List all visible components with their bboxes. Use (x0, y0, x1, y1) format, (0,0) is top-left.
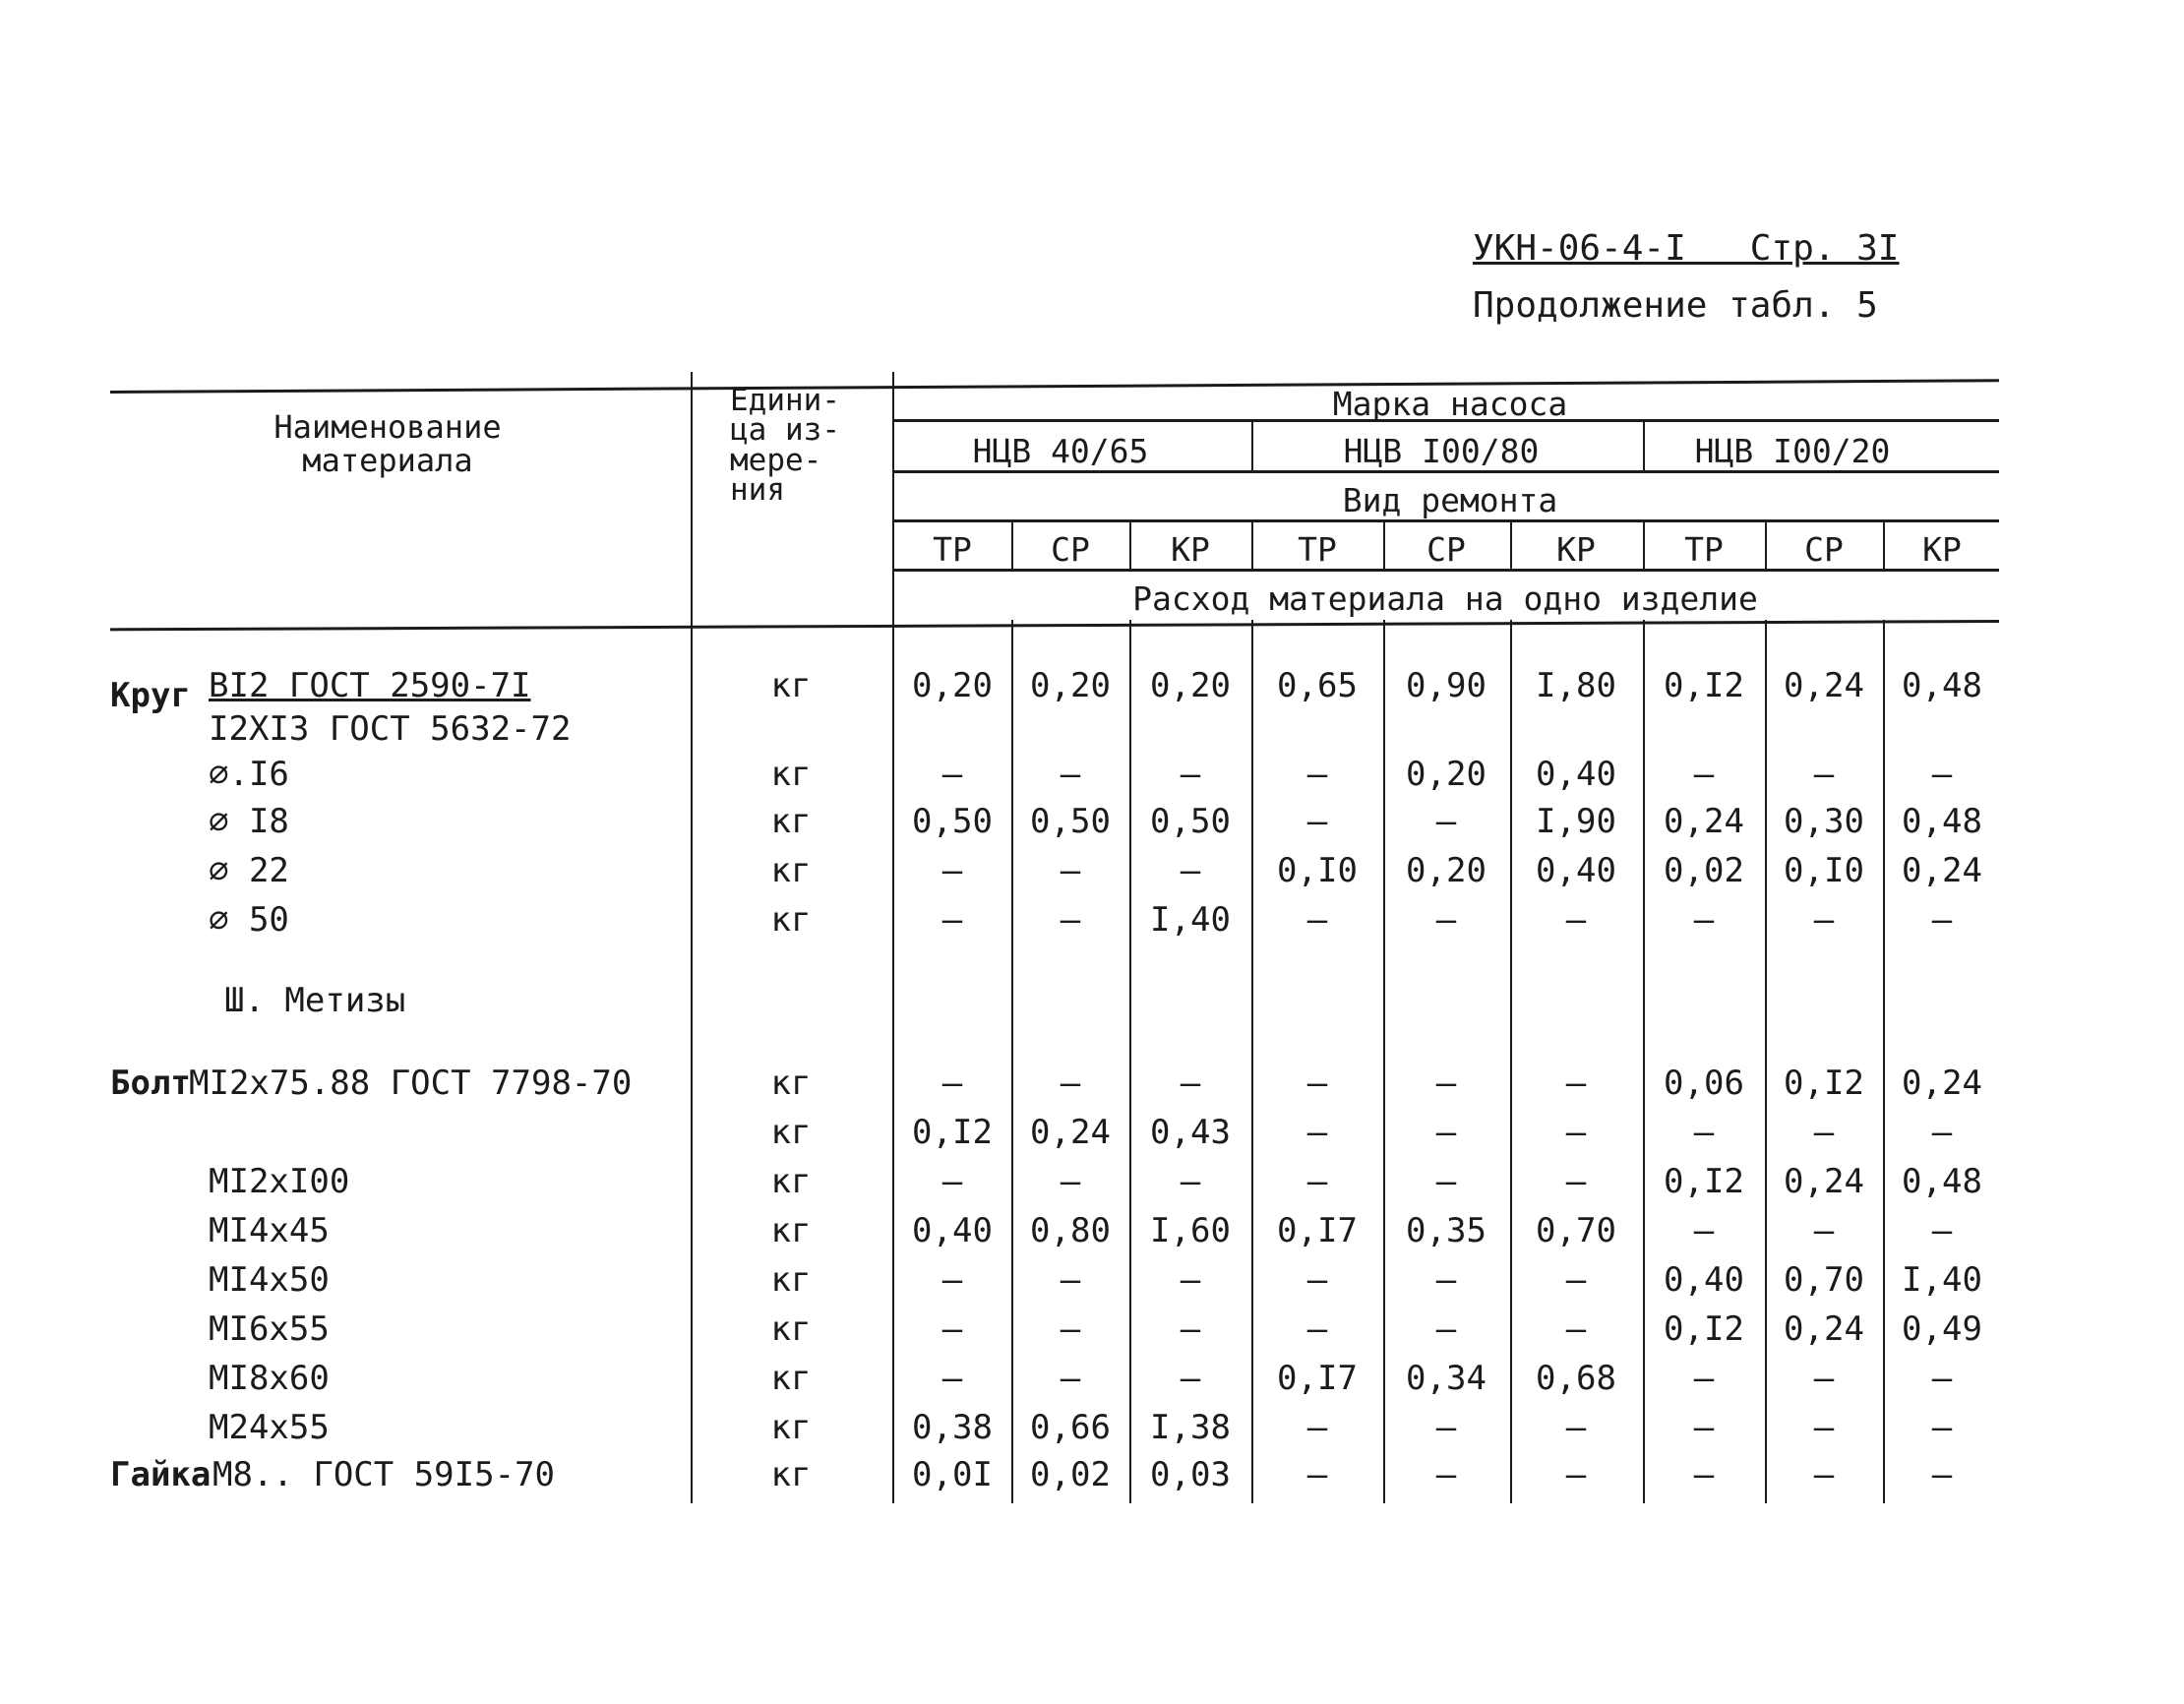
row-value: 0,I0 (1277, 851, 1358, 890)
row-value: 0,40 (1536, 755, 1616, 794)
row-value: – (1306, 1455, 1328, 1494)
row-unit: кг (770, 1162, 812, 1201)
row-value: – (1565, 1309, 1587, 1349)
row-value: – (941, 1260, 963, 1300)
header-repair-type: Вид ремонта (1342, 481, 1558, 519)
header-material-name: Наименование материала (273, 408, 502, 479)
row-value: 0,20 (912, 666, 993, 705)
vline-col-4 (1383, 519, 1385, 569)
row-value: – (1693, 755, 1715, 794)
table-top-rule (110, 379, 1999, 394)
vline-pump2-pump3 (1643, 419, 1645, 470)
header-pump-brand: Марка насоса (1332, 385, 1568, 423)
row-value: – (1565, 1113, 1587, 1152)
row-value: – (1435, 1260, 1457, 1300)
row-value: – (1931, 1113, 1953, 1152)
row-value: – (1813, 1211, 1835, 1250)
row-value: – (941, 1309, 963, 1349)
row-unit: кг (770, 1064, 812, 1103)
row-value: 0,65 (1277, 666, 1358, 705)
row-value: I,40 (1150, 900, 1231, 940)
row-material-name: MI4x50 (209, 1260, 330, 1300)
row-value: – (1565, 1260, 1587, 1300)
row-unit: кг (770, 666, 812, 705)
row-value: 0,24 (1784, 1309, 1864, 1349)
row-value: – (1060, 851, 1081, 890)
row-material-name: ∅ 22 (209, 851, 289, 890)
row-value: – (1180, 1309, 1201, 1349)
header-pump-2: НЦВ I00/80 (1343, 432, 1540, 470)
row-value: 0,48 (1902, 666, 1982, 705)
row-material-name: Ш. Метизы (224, 981, 406, 1020)
row-value: – (1060, 1359, 1081, 1398)
row-value: – (1306, 1309, 1328, 1349)
rule-under-pumps (892, 470, 1999, 473)
row-value: 0,49 (1902, 1309, 1982, 1349)
row-value: 0,48 (1902, 802, 1982, 841)
vline-col-5 (1510, 519, 1512, 569)
row-value: 0,02 (1030, 1455, 1111, 1494)
header-pump-3: НЦВ I00/20 (1694, 432, 1891, 470)
row-value: – (941, 900, 963, 940)
row-value: 0,I0 (1784, 851, 1864, 890)
row-material-name: MI2x75.88 ГОСТ 7798-70 (189, 1064, 633, 1103)
row-value: – (1435, 802, 1457, 841)
row-value: 0,I2 (1664, 666, 1744, 705)
rule-under-repair-cols (892, 569, 1999, 572)
row-value: – (1435, 1455, 1457, 1494)
row-material-name: M8.. ГОСТ 59I5-70 (212, 1455, 555, 1494)
row-value: 0,24 (1902, 851, 1982, 890)
row-value: – (1306, 1408, 1328, 1447)
row-value: – (1306, 1162, 1328, 1201)
row-material-name: ∅ 50 (209, 900, 289, 940)
row-value: – (1931, 1455, 1953, 1494)
row-value: – (941, 1162, 963, 1201)
row-value: I,60 (1150, 1211, 1231, 1250)
row-value: – (1060, 900, 1081, 940)
row-unit: кг (770, 1309, 812, 1349)
row-value: – (1306, 802, 1328, 841)
row-value: 0,20 (1150, 666, 1231, 705)
row-value: – (1931, 900, 1953, 940)
row-value: – (1693, 1408, 1715, 1447)
row-value: – (1813, 900, 1835, 940)
document-code: УКН-06-4-I Стр. 3I (1473, 228, 1900, 269)
row-unit: кг (770, 1113, 812, 1152)
row-value: – (1565, 1455, 1587, 1494)
row-value: 0,68 (1536, 1359, 1616, 1398)
row-material-name: MI2xI00 (209, 1162, 350, 1201)
row-value: 0,50 (1030, 802, 1111, 841)
header-consumption: Расход материала на одно изделие (1132, 579, 1758, 618)
row-value: – (1813, 1113, 1835, 1152)
row-unit: кг (770, 1455, 812, 1494)
vline-unit-values (892, 372, 894, 1503)
row-value: 0,06 (1664, 1064, 1744, 1103)
row-value: 0,0I (912, 1455, 993, 1494)
row-value: – (1306, 1113, 1328, 1152)
row-value: – (941, 1359, 963, 1398)
header-repair-col-9: КР (1922, 530, 1962, 569)
row-value: 0,I2 (1784, 1064, 1864, 1103)
row-prefix: Круг (110, 676, 191, 715)
row-value: – (1060, 1309, 1081, 1349)
row-value: 0,24 (1664, 802, 1744, 841)
row-value: – (1306, 1260, 1328, 1300)
row-value: – (1180, 851, 1201, 890)
row-value: I,90 (1536, 802, 1616, 841)
row-value: 0,38 (912, 1408, 993, 1447)
row-unit: кг (770, 1408, 812, 1447)
header-unit: Едини- ца из- мере- ния (730, 383, 840, 509)
row-value: 0,24 (1784, 1162, 1864, 1201)
row-value: I,38 (1150, 1408, 1231, 1447)
row-value: 0,02 (1664, 851, 1744, 890)
row-value: 0,50 (912, 802, 993, 841)
row-value: 0,24 (1030, 1113, 1111, 1152)
header-repair-col-1: ТР (933, 530, 972, 569)
row-value: – (1813, 1408, 1835, 1447)
row-value: 0,I2 (1664, 1162, 1744, 1201)
row-unit: кг (770, 900, 812, 940)
row-value: 0,I2 (912, 1113, 993, 1152)
row-value: 0,90 (1406, 666, 1486, 705)
row-value: – (1435, 1064, 1457, 1103)
row-unit: кг (770, 1260, 812, 1300)
row-value: 0,80 (1030, 1211, 1111, 1250)
row-value: – (1565, 900, 1587, 940)
row-value: – (1060, 1260, 1081, 1300)
row-value: – (1693, 900, 1715, 940)
row-unit: кг (770, 1211, 812, 1250)
row-value: – (1180, 755, 1201, 794)
vline-col-2 (1129, 519, 1131, 569)
row-prefix: Гайка (110, 1455, 212, 1494)
row-value: 0,40 (1536, 851, 1616, 890)
row-value: – (1565, 1064, 1587, 1103)
row-value: – (941, 755, 963, 794)
row-value: – (1306, 1064, 1328, 1103)
row-unit: кг (770, 1359, 812, 1398)
row-value: – (1180, 1162, 1201, 1201)
row-value: – (1435, 1162, 1457, 1201)
row-value: – (941, 851, 963, 890)
row-unit: кг (770, 851, 812, 890)
row-value: – (1565, 1162, 1587, 1201)
row-value: I,40 (1902, 1260, 1982, 1300)
row-material-name: MI4x45 (209, 1211, 330, 1250)
vline-pump1-pump2 (1251, 419, 1253, 470)
row-value: 0,I2 (1664, 1309, 1744, 1349)
header-repair-col-8: СР (1804, 530, 1844, 569)
row-value: – (1565, 1408, 1587, 1447)
row-value: – (1931, 1359, 1953, 1398)
vline-col-8-body (1883, 620, 1885, 1503)
row-value: – (1931, 1408, 1953, 1447)
row-value: 0,20 (1406, 851, 1486, 890)
row-prefix: Болт (110, 1064, 191, 1103)
row-value: – (1435, 900, 1457, 940)
row-material-name: ∅ I8 (209, 802, 289, 841)
row-value: – (1435, 1309, 1457, 1349)
row-material-name: BI2 ГОСТ 2590-7I (209, 666, 531, 705)
row-value: – (1693, 1455, 1715, 1494)
header-repair-col-4: ТР (1298, 530, 1337, 569)
row-value: 0,70 (1784, 1260, 1864, 1300)
row-value: – (1306, 900, 1328, 940)
header-repair-col-2: СР (1051, 530, 1090, 569)
row-material-name: MI8x60 (209, 1359, 330, 1398)
row-value: 0,30 (1784, 802, 1864, 841)
row-value: – (1180, 1359, 1201, 1398)
row-value: 0,I7 (1277, 1359, 1358, 1398)
vline-col-4-body (1383, 620, 1385, 1503)
row-value: 0,66 (1030, 1408, 1111, 1447)
vline-col-6-body (1643, 620, 1645, 1503)
vline-col-7-body (1765, 620, 1767, 1503)
row-value: 0,48 (1902, 1162, 1982, 1201)
row-value: 0,40 (1664, 1260, 1744, 1300)
row-value: – (1180, 1064, 1201, 1103)
row-value: 0,34 (1406, 1359, 1486, 1398)
vline-name-unit (691, 372, 693, 1503)
row-value: 0,40 (912, 1211, 993, 1250)
header-repair-col-7: ТР (1684, 530, 1724, 569)
row-value: – (1435, 1408, 1457, 1447)
vline-col-6 (1643, 519, 1645, 569)
row-value: – (1813, 1359, 1835, 1398)
materials-table (110, 372, 1999, 1503)
row-value: 0,03 (1150, 1455, 1231, 1494)
row-value: 0,24 (1784, 666, 1864, 705)
row-value: 0,50 (1150, 802, 1231, 841)
table-continuation-note: Продолжение табл. 5 (1473, 285, 1878, 326)
vline-col-5-body (1510, 620, 1512, 1503)
vline-col-3 (1251, 519, 1253, 569)
row-value: – (1931, 1211, 1953, 1250)
header-repair-col-3: КР (1171, 530, 1210, 569)
vline-col-3-body (1251, 620, 1253, 1503)
vline-col-2-body (1129, 620, 1131, 1503)
row-value: 0,20 (1406, 755, 1486, 794)
row-value: – (1693, 1359, 1715, 1398)
row-value: 0,70 (1536, 1211, 1616, 1250)
row-value: – (1931, 755, 1953, 794)
row-value: – (1693, 1211, 1715, 1250)
row-value: – (1813, 755, 1835, 794)
row-material-name: M24x55 (209, 1408, 330, 1447)
row-material-name: MI6x55 (209, 1309, 330, 1349)
row-material-name: I2XI3 ГОСТ 5632-72 (209, 709, 572, 749)
row-value: – (1060, 755, 1081, 794)
vline-col-7 (1765, 519, 1767, 569)
row-value: 0,I7 (1277, 1211, 1358, 1250)
header-pump-1: НЦВ 40/65 (972, 432, 1149, 470)
header-repair-col-6: КР (1556, 530, 1596, 569)
row-value: – (1060, 1162, 1081, 1201)
row-value: 0,43 (1150, 1113, 1231, 1152)
rule-under-repair (892, 519, 1999, 522)
row-value: – (1060, 1064, 1081, 1103)
row-value: I,80 (1536, 666, 1616, 705)
vline-col-1 (1011, 519, 1013, 569)
row-value: – (1813, 1455, 1835, 1494)
row-unit: кг (770, 755, 812, 794)
row-unit: кг (770, 802, 812, 841)
row-material-name: ∅.I6 (209, 755, 289, 794)
vline-col-1-body (1011, 620, 1013, 1503)
row-value: 0,24 (1902, 1064, 1982, 1103)
rule-head-bottom (110, 620, 1999, 631)
row-value: – (1306, 755, 1328, 794)
vline-col-8 (1883, 519, 1885, 569)
row-value: – (1180, 1260, 1201, 1300)
row-value: – (941, 1064, 963, 1103)
row-value: – (1693, 1113, 1715, 1152)
header-repair-col-5: СР (1426, 530, 1466, 569)
row-value: 0,35 (1406, 1211, 1486, 1250)
row-value: – (1435, 1113, 1457, 1152)
row-value: 0,20 (1030, 666, 1111, 705)
